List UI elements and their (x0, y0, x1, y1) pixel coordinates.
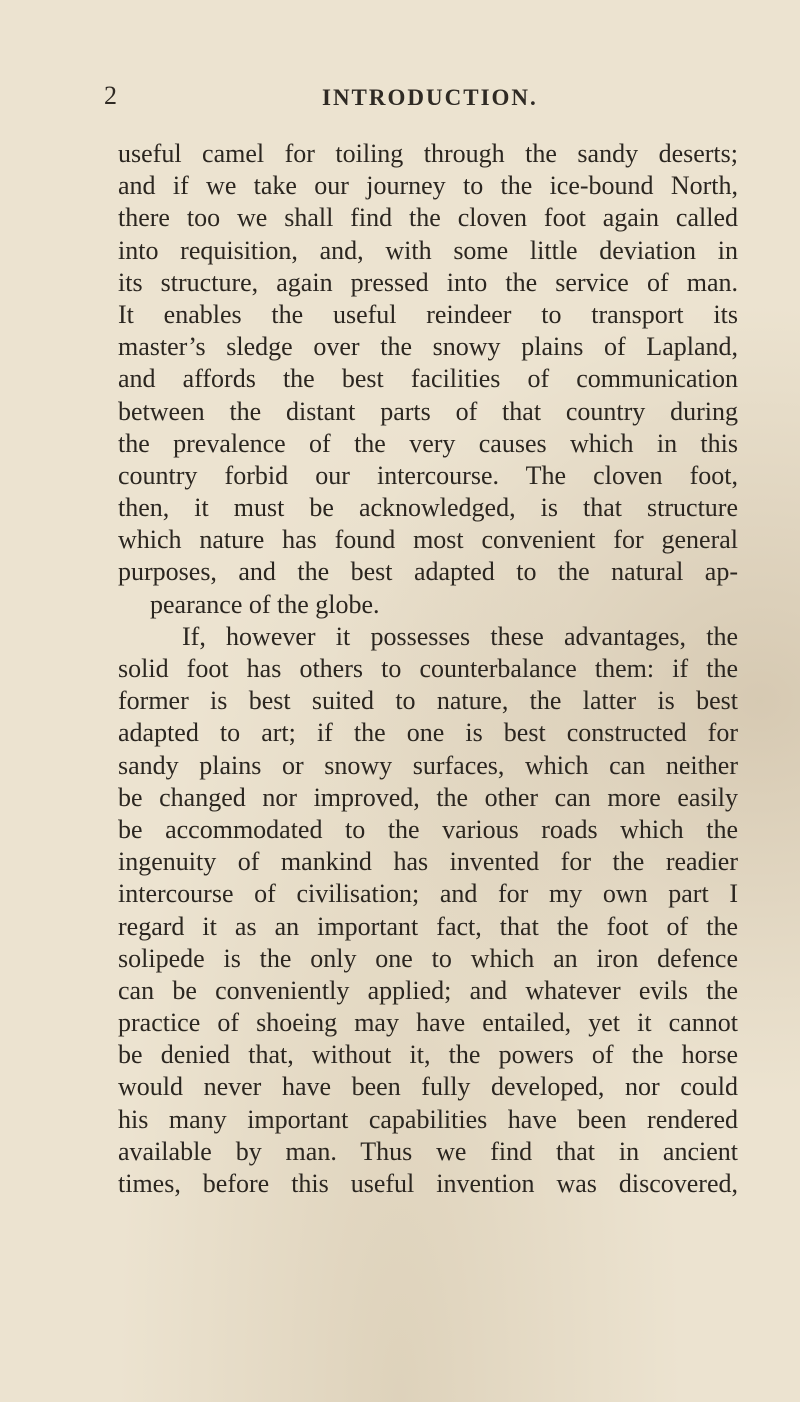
page-header (0, 80, 800, 112)
text-line: there too we shall find the cloven foot again called (118, 203, 738, 233)
text-line: sandy plains or snowy surfaces, which can neither (118, 750, 738, 780)
text-line: intercourse of civilisation; and for my own part I (118, 879, 738, 909)
text-line: would never have been fully developed, nor could (118, 1072, 738, 1102)
text-line: be denied that, without it, the powers of the horse (118, 1040, 738, 1070)
text-line: purposes, and the best adapted to the natural ap- (118, 557, 738, 587)
page-number: 2 (104, 81, 117, 110)
text-line: solid foot has others to counterbalance them: if the (118, 654, 738, 683)
text-line: useful camel for toiling through the sandy deserts; (118, 139, 738, 168)
text-line: into requisition, and, with some little deviation in (118, 235, 738, 265)
text-line: then, it must be acknowledged, is that structure (118, 493, 738, 523)
text-line: country forbid our intercourse. The cloven foot, (118, 460, 738, 490)
text-line: It enables the useful reindeer to transport its (118, 299, 738, 329)
text-line: former is best suited to nature, the latter is best (118, 686, 738, 716)
text-line: available by man. Thus we find that in ancient (118, 1136, 738, 1166)
text-line: pearance of the globe. (150, 589, 380, 619)
text-line: be accommodated to the various roads which the (118, 814, 738, 844)
text-line: and affords the best facilities of communication (118, 364, 738, 394)
text-line: which nature has found most convenient for general (118, 525, 738, 555)
text-line: be changed nor improved, the other can more easily (118, 782, 738, 812)
running-title: INTRODUCTION. (322, 85, 538, 110)
text-line: master’s sledge over the snowy plains of Lapland, (118, 332, 738, 362)
text-line: regard it as an important fact, that the foot of the (118, 911, 738, 941)
text-line: times, before this useful invention was discovered, (118, 1169, 738, 1198)
text-line: its structure, again pressed into the service of man. (118, 267, 738, 297)
text-line: adapted to art; if the one is best constructed for (118, 718, 738, 748)
text-line: the prevalence of the very causes which in this (118, 428, 738, 458)
text-line: ingenuity of mankind has invented for the readier (118, 847, 738, 877)
body-text (118, 138, 738, 1200)
paragraph-start-line: If, however it possesses these advantages, the (182, 621, 738, 651)
text-line: between the distant parts of that country during (118, 396, 738, 426)
text-line: can be conveniently applied; and whatever evils the (118, 975, 738, 1005)
text-line: solipede is the only one to which an iron defence (118, 943, 738, 973)
text-line: his many important capabilities have been rendered (118, 1104, 738, 1134)
text-line: practice of shoeing may have entailed, yet it cannot (118, 1008, 738, 1038)
text-line: and if we take our journey to the ice-bound North, (118, 171, 738, 201)
